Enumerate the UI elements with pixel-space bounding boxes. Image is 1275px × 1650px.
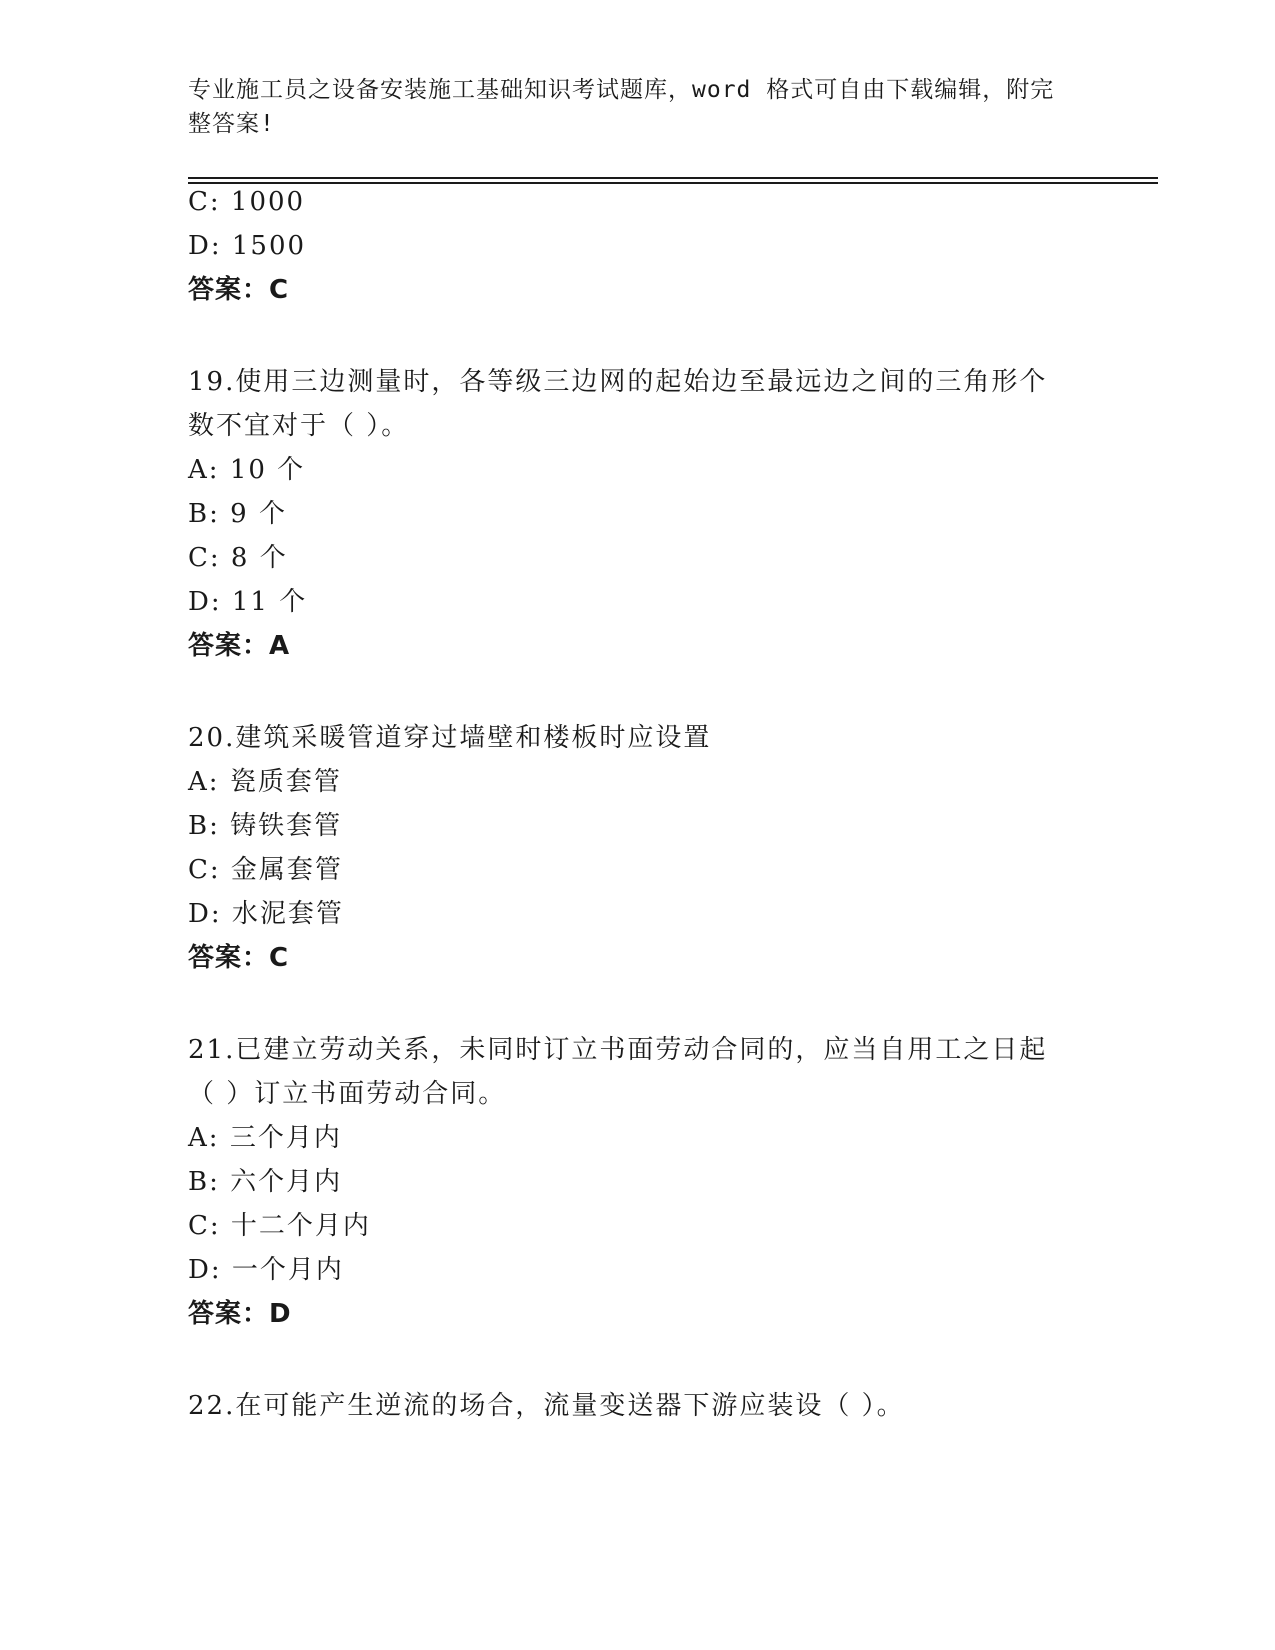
q21-option-d: D: 一个月内 (188, 1255, 344, 1285)
q19-answer: 答案：A (188, 631, 291, 661)
q20-option-a: A: 瓷质套管 (188, 767, 342, 797)
q18-answer: 答案：C (188, 275, 290, 305)
q21-question-line-1: 21.已建立劳动关系，未同时订立书面劳动合同的，应当自用工之日起 (188, 1035, 1048, 1065)
q20-question-line-1: 20.建筑采暖管道穿过墙壁和楼板时应设置 (188, 723, 712, 753)
q20-option-d: D: 水泥套管 (188, 899, 344, 929)
q21-answer: 答案：D (188, 1299, 292, 1329)
header-divider (188, 177, 1158, 179)
header-line-2: 整答案! (188, 111, 275, 137)
q18-option-d: D: 1500 (188, 231, 307, 261)
header-line-1: 专业施工员之设备安装施工基础知识考试题库，word 格式可自由下载编辑，附完 (188, 77, 1055, 103)
q20-option-c: C: 金属套管 (188, 855, 343, 885)
q22-question-line-1: 22.在可能产生逆流的场合，流量变送器下游应装设（ ）。 (188, 1391, 905, 1421)
q21-option-a: A: 三个月内 (188, 1123, 342, 1153)
q19-question-line-1: 19.使用三边测量时，各等级三边网的起始边至最远边之间的三角形个 (188, 367, 1048, 397)
q20-option-b: B: 铸铁套管 (188, 811, 343, 841)
q19-option-a: A: 10 个 (188, 455, 306, 485)
q21-option-b: B: 六个月内 (188, 1167, 343, 1197)
header-divider-thin (188, 182, 1158, 184)
q19-option-b: B: 9 个 (188, 499, 287, 529)
q19-option-c: C: 8 个 (188, 543, 288, 573)
document-header (188, 73, 1068, 141)
q18-option-c: C: 1000 (188, 187, 306, 217)
q21-option-c: C: 十二个月内 (188, 1211, 371, 1241)
q20-answer: 答案：C (188, 943, 290, 973)
q21-question-line-2: （ ）订立书面劳动合同。 (188, 1079, 507, 1109)
q19-question-line-2: 数不宜对于（ ）。 (188, 411, 410, 441)
q19-option-d: D: 11 个 (188, 587, 308, 617)
